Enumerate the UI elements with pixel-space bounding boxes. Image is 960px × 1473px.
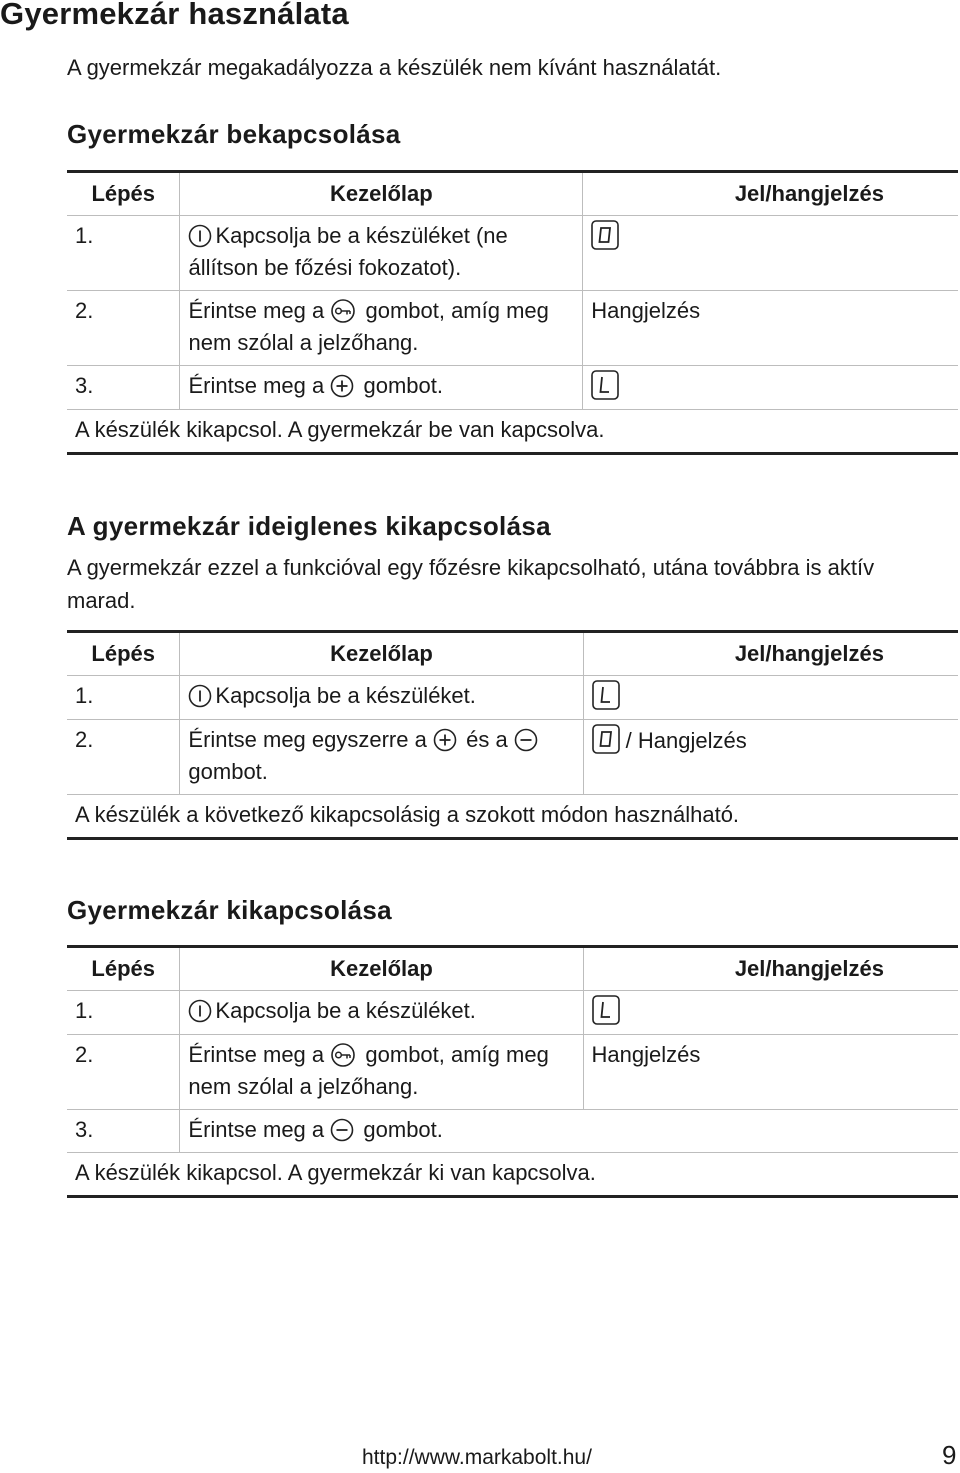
display-zero-icon — [592, 724, 620, 754]
minus-icon — [330, 1118, 354, 1142]
table-row — [67, 1035, 958, 1110]
panel-instruction — [180, 676, 583, 720]
header-step: Lépés — [67, 172, 180, 216]
display-lock-icon — [591, 370, 619, 400]
steps-table-enable — [67, 170, 958, 455]
panel-text-before: Érintse meg a — [188, 298, 325, 323]
key-icon — [330, 1043, 356, 1067]
panel-instruction — [180, 216, 583, 291]
panel-text-after: gombot. — [188, 759, 268, 784]
table-note: A készülék a következő kikapcsolásig a szokott módon használható. — [75, 802, 740, 827]
panel-text-after: gombot, amíg meg nem szólal a jelzőhang. — [188, 1042, 549, 1099]
header-signal: Jel/hangjelzés — [583, 172, 958, 216]
display-zero-icon — [591, 220, 619, 250]
panel-instruction — [180, 991, 583, 1035]
display-lock-icon — [592, 995, 620, 1025]
table-header-row — [67, 947, 958, 991]
display-lock-icon — [592, 680, 620, 710]
panel-instruction — [180, 291, 583, 366]
table-row — [67, 216, 958, 291]
header-step: Lépés — [67, 947, 180, 991]
panel-instruction — [180, 720, 583, 795]
table-row — [67, 720, 958, 795]
panel-text-before: Érintse meg a — [188, 373, 325, 398]
step-number: 2. — [67, 291, 180, 366]
panel-text-before: Érintse meg a — [188, 1117, 325, 1142]
header-panel: Kezelőlap — [180, 172, 583, 216]
header-signal: Jel/hangjelzés — [583, 947, 958, 991]
plus-icon — [433, 728, 457, 752]
table-header-row — [67, 632, 958, 676]
plus-icon — [330, 374, 354, 398]
header-signal: Jel/hangjelzés — [583, 632, 958, 676]
step-number: 3. — [67, 366, 180, 410]
power-icon — [188, 999, 212, 1023]
panel-instruction — [180, 1110, 583, 1153]
section-heading-temporary: A gyermekzár ideiglenes kikapcsolása — [67, 511, 551, 541]
page-title: Gyermekzár használata — [0, 0, 349, 31]
signal-cell — [583, 291, 958, 366]
signal-cell — [583, 366, 958, 410]
key-icon — [330, 299, 356, 323]
panel-text: Kapcsolja be a készüléket. — [215, 683, 476, 708]
step-number: 1. — [67, 991, 180, 1035]
signal-cell — [583, 676, 958, 720]
panel-text-after: gombot. — [363, 1117, 443, 1142]
signal-cell — [583, 991, 958, 1035]
step-number: 3. — [67, 1110, 180, 1153]
signal-cell — [583, 720, 958, 795]
table-note: A készülék kikapcsol. A gyermekzár be van kapcsolva. — [75, 417, 605, 442]
table-note-row — [67, 410, 958, 454]
header-panel: Kezelőlap — [180, 632, 583, 676]
panel-text: Kapcsolja be a készüléket (ne állítson be főzési fokozatot). — [188, 223, 508, 280]
panel-text-after: gombot. — [363, 373, 443, 398]
table-note: A készülék kikapcsol. A gyermekzár ki van kapcsolva. — [75, 1160, 596, 1185]
panel-text-after: gombot, amíg meg nem szólal a jelzőhang. — [188, 298, 549, 355]
panel-text-before: Érintse meg egyszerre a — [188, 727, 427, 752]
page-number: 9 — [942, 1440, 957, 1470]
table-header-row — [67, 172, 958, 216]
table-note-row — [67, 795, 958, 839]
signal-cell — [583, 216, 958, 291]
panel-text-before: Érintse meg a — [188, 1042, 325, 1067]
table-row — [67, 676, 958, 720]
step-number: 2. — [67, 720, 180, 795]
table-row — [67, 291, 958, 366]
power-icon — [188, 684, 212, 708]
header-panel: Kezelőlap — [180, 947, 583, 991]
table-row — [67, 1110, 958, 1153]
signal-cell — [583, 1035, 958, 1110]
panel-instruction — [180, 366, 583, 410]
signal-text: Hangjelzés — [591, 298, 701, 323]
section-description: A gyermekzár ezzel a funkcióval egy főzésre kikapcsolható, utána továbbra is aktív marad. — [67, 555, 875, 613]
step-number: 1. — [67, 676, 180, 720]
step-number: 1. — [67, 216, 180, 291]
panel-text-mid: és a — [466, 727, 508, 752]
power-icon — [188, 224, 212, 248]
section-heading-disable: Gyermekzár kikapcsolása — [67, 895, 392, 925]
minus-icon — [514, 728, 538, 752]
panel-text: Kapcsolja be a készüléket. — [215, 998, 476, 1023]
section-heading-enable: Gyermekzár bekapcsolása — [67, 119, 401, 149]
footer-url: http://www.markabolt.hu/ — [362, 1446, 592, 1469]
signal-cell — [583, 1110, 958, 1153]
signal-text: Hangjelzés — [591, 1042, 701, 1067]
table-row — [67, 366, 958, 410]
steps-table-disable — [67, 945, 958, 1198]
signal-text: / Hangjelzés — [625, 728, 747, 753]
intro-text: A gyermekzár megakadályozza a készülék nem kívánt használatát. — [67, 55, 722, 80]
panel-instruction — [180, 1035, 583, 1110]
table-note-row — [67, 1153, 958, 1197]
step-number: 2. — [67, 1035, 180, 1110]
header-step: Lépés — [67, 632, 180, 676]
table-row — [67, 991, 958, 1035]
steps-table-temporary — [67, 630, 958, 840]
